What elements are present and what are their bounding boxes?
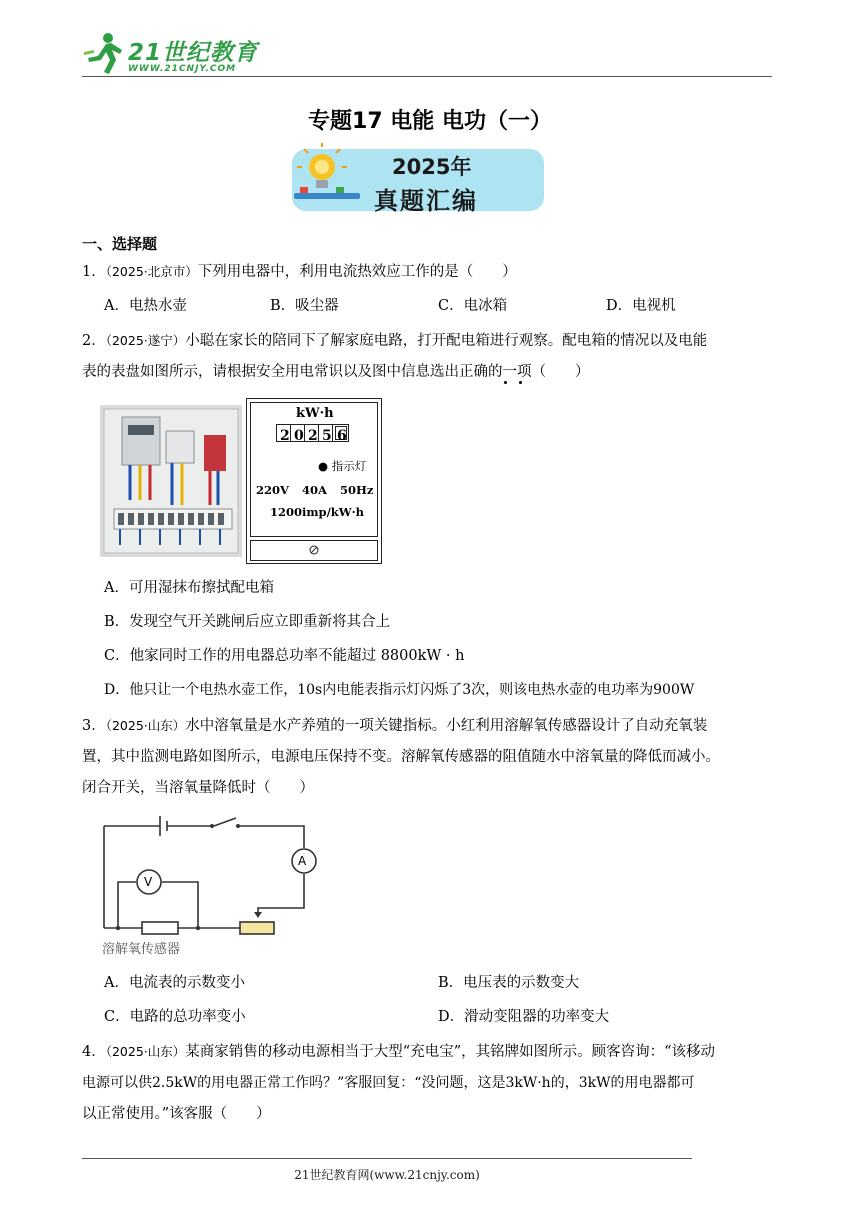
meter-indicator: ● 指示灯 (318, 459, 367, 473)
q2-number: 2． (82, 333, 106, 349)
q1-option-c: C．电冰箱 (438, 298, 508, 314)
runner-icon (82, 32, 128, 76)
footer-rule (82, 1158, 692, 1159)
section-heading: 一、选择题 (82, 235, 158, 253)
question-1 (82, 262, 517, 282)
q3-option-b: B．电压表的示数变大 (438, 975, 580, 991)
q3-number: 3． (82, 718, 106, 734)
q3-stem-line1: 水中溶氧量是水产养殖的一项关键指标。小红利用溶解氧传感器设计了自动充氧装 (185, 718, 708, 734)
banner (278, 143, 546, 215)
q4-stem-line3: 以正常使用。”该客服（ ） (82, 1106, 271, 1122)
q2-option-d: D．他只让一个电热水壶工作，10s内电能表指示灯闪烁了3次，则该电热水壶的电功率为900W (104, 682, 695, 698)
meter-digit: 2 (280, 428, 290, 444)
meter-digit: 2 (308, 428, 318, 444)
header-rule (82, 76, 772, 77)
question-4 (82, 1042, 715, 1062)
meter-unit: kW·h (296, 406, 334, 421)
q4-number: 4． (82, 1044, 106, 1060)
q2-option-b: B．发现空气开关跳闸后应立即重新将其合上 (104, 614, 391, 630)
q3-stem-line3: 闭合开关，当溶氧量降低时（ ） (82, 780, 314, 796)
distribution-box-photo (100, 405, 242, 557)
banner-subtitle: 真题汇编 (374, 186, 478, 215)
voltmeter-label: V (144, 875, 153, 889)
q1-source: （2025·北京市） (105, 264, 198, 279)
q4-stem-line2: 电源可以供2.5kW的用电器正常工作吗？”客服回复：“没问题，这是3kW·h的，3kW的用电器都可 (82, 1075, 695, 1091)
q2-stem-line1: 小聪在家长的陪同下了解家庭电路，打开配电箱进行观察。配电箱的情况以及电能 (185, 333, 708, 349)
emphasis-dot (504, 381, 507, 384)
meter-digit: 6 (337, 428, 347, 444)
q2-source: （2025·遂宁） (105, 333, 186, 348)
q1-option-a: A．电热水壶 (104, 298, 187, 314)
page-footer: 21世纪教育网(www.21cnjy.com) (294, 1168, 480, 1182)
meter-digit: 0 (294, 428, 304, 444)
emphasis-dot (519, 381, 522, 384)
meter-current: 40A (302, 483, 327, 497)
logo-url: WWW.21CNJY.COM (128, 64, 237, 74)
q3-option-d: D．滑动变阻器的功率变大 (438, 1009, 610, 1025)
q3-source: （2025·山东） (105, 718, 186, 733)
rheostat (240, 912, 274, 934)
meter-frequency: 50Hz (340, 483, 374, 497)
q4-stem-line1: 某商家销售的移动电源相当于大型“充电宝”，其铭牌如图所示。顾客咨询：“该移动 (185, 1044, 716, 1060)
ammeter-label: A (298, 854, 307, 868)
banner-year: 2025年 (392, 155, 472, 179)
meter-digit: 5 (322, 428, 332, 444)
q2-stem-line2: 表的表盘如图所示，请根据安全用电常识以及图中信息选出正确的一项（ ） (82, 364, 590, 380)
q4-source: （2025·山东） (105, 1044, 186, 1059)
q3-option-c: C．电路的总功率变小 (104, 1009, 246, 1025)
meter-constant: 1200imp/kW·h (270, 505, 365, 519)
page-title: 专题17 电能 电功（一） (308, 109, 552, 134)
q3-stem-line2: 置，其中监测电路如图所示，电源电压保持不变。溶解氧传感器的阻值随水中溶氧量的降低而减小。 (82, 749, 720, 765)
question-3 (82, 716, 707, 736)
sensor-label: 溶解氧传感器 (102, 942, 181, 957)
q1-option-b: B．吸尘器 (270, 298, 339, 314)
q1-option-d: D．电视机 (606, 298, 676, 314)
logo-name: 21世纪教育 (128, 40, 259, 66)
sensor-resistor (142, 922, 178, 934)
site-logo (82, 30, 259, 78)
q3-option-a: A．电流表的示数变小 (104, 975, 245, 991)
q2-option-c: C．他家同时工作的用电器总功率不能超过 8800kW · h (104, 648, 465, 664)
question-2 (82, 331, 707, 351)
q1-stem: 下列用电器中，利用电流热效应工作的是（ ） (197, 264, 517, 280)
q1-number: 1． (82, 264, 106, 280)
meter-voltage: 220V (256, 483, 289, 497)
q2-option-a: A．可用湿抹布擦拭配电箱 (104, 580, 274, 596)
